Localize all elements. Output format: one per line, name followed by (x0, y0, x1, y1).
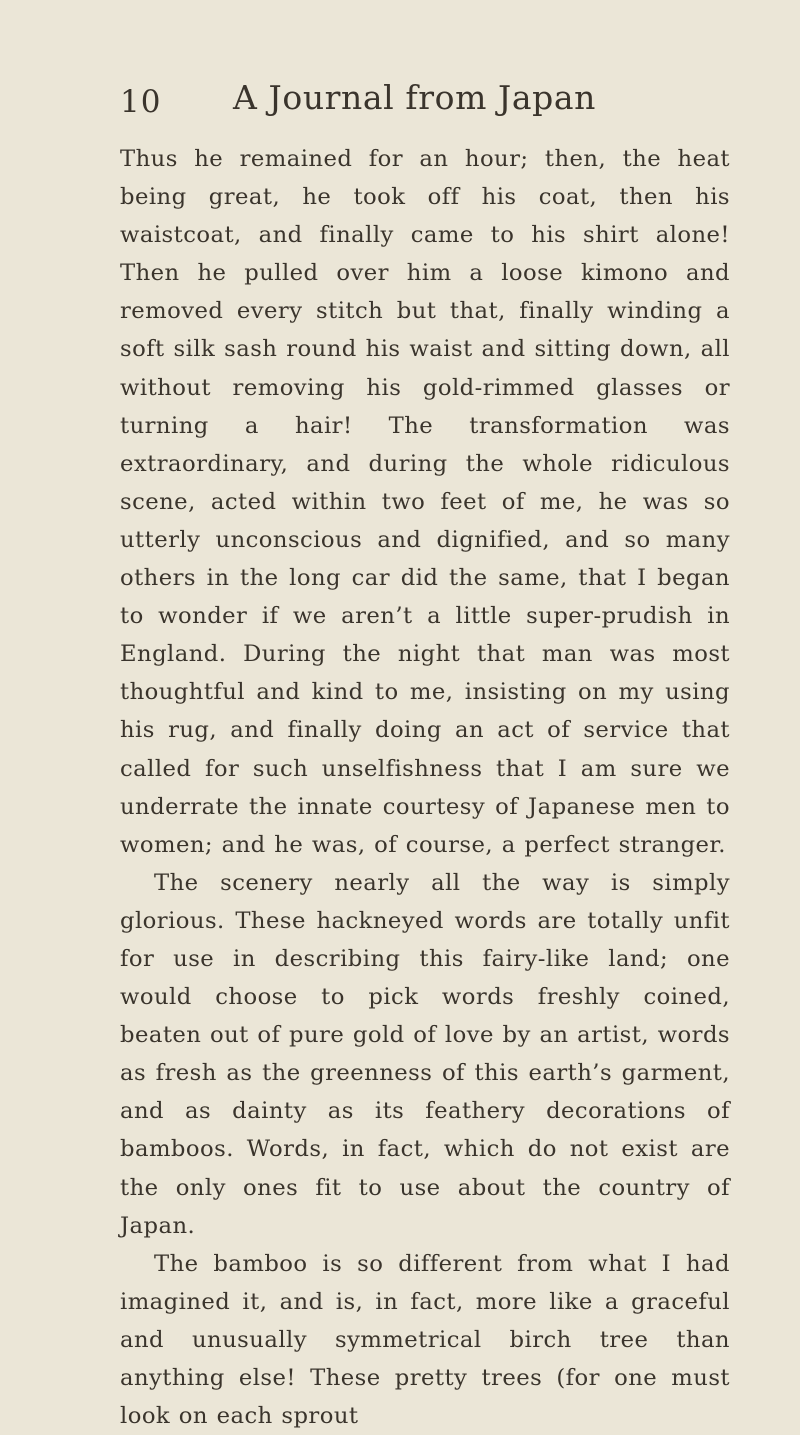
paragraph-train-passenger: Thus he remained for an hour; then, the heat being great, he took off his coat, then his waistcoat, and finally came to his shirt alone! Then he pulled over him a loose kimono and removed every stitch but that, finally winding a soft silk sash round his waist and sitting down, all without removing his gold-rimmed glasses or turning a hair! The transformation was extraordinary, and during the whole ridiculous scene, acted within two feet of me, he was so utterly unconscious and dignified, and so many others in the long car did the same, that I began to wonder if we aren’t a little super-prudish in England. During the night that man was most thoughtful and kind to me, insisting on my using his rug, and finally doing an act of service that called for such unselfishness that I am sure we underrate the innate courtesy of Japanese men to women; and he was, of course, a perfect stranger. (120, 146, 730, 858)
book-title: A Journal from Japan (233, 78, 597, 117)
paragraph-scenery: The scenery nearly all the way is simply glorious. These hackneyed words are totally unfit for use in describing this fairy-like land; one would choose to pick words freshly coined, beaten out of pure gold of love by an artist, words as fresh as the greenness of this earth’s garment, and as dainty as its feathery decorations of bamboos. Words, in fact, which do not exist are the only ones fit to use about the country of Japan. (120, 869, 731, 1239)
page-number: 10 (120, 84, 162, 120)
running-head (120, 78, 740, 128)
body-text (120, 140, 730, 1435)
paragraph-bamboo: The bamboo is so different from what I had imagined it, and is, in fact, more like a graceful and unusually symmetrical birch tree than anything else! These pretty trees (for one must look on each sprout (120, 1250, 730, 1430)
